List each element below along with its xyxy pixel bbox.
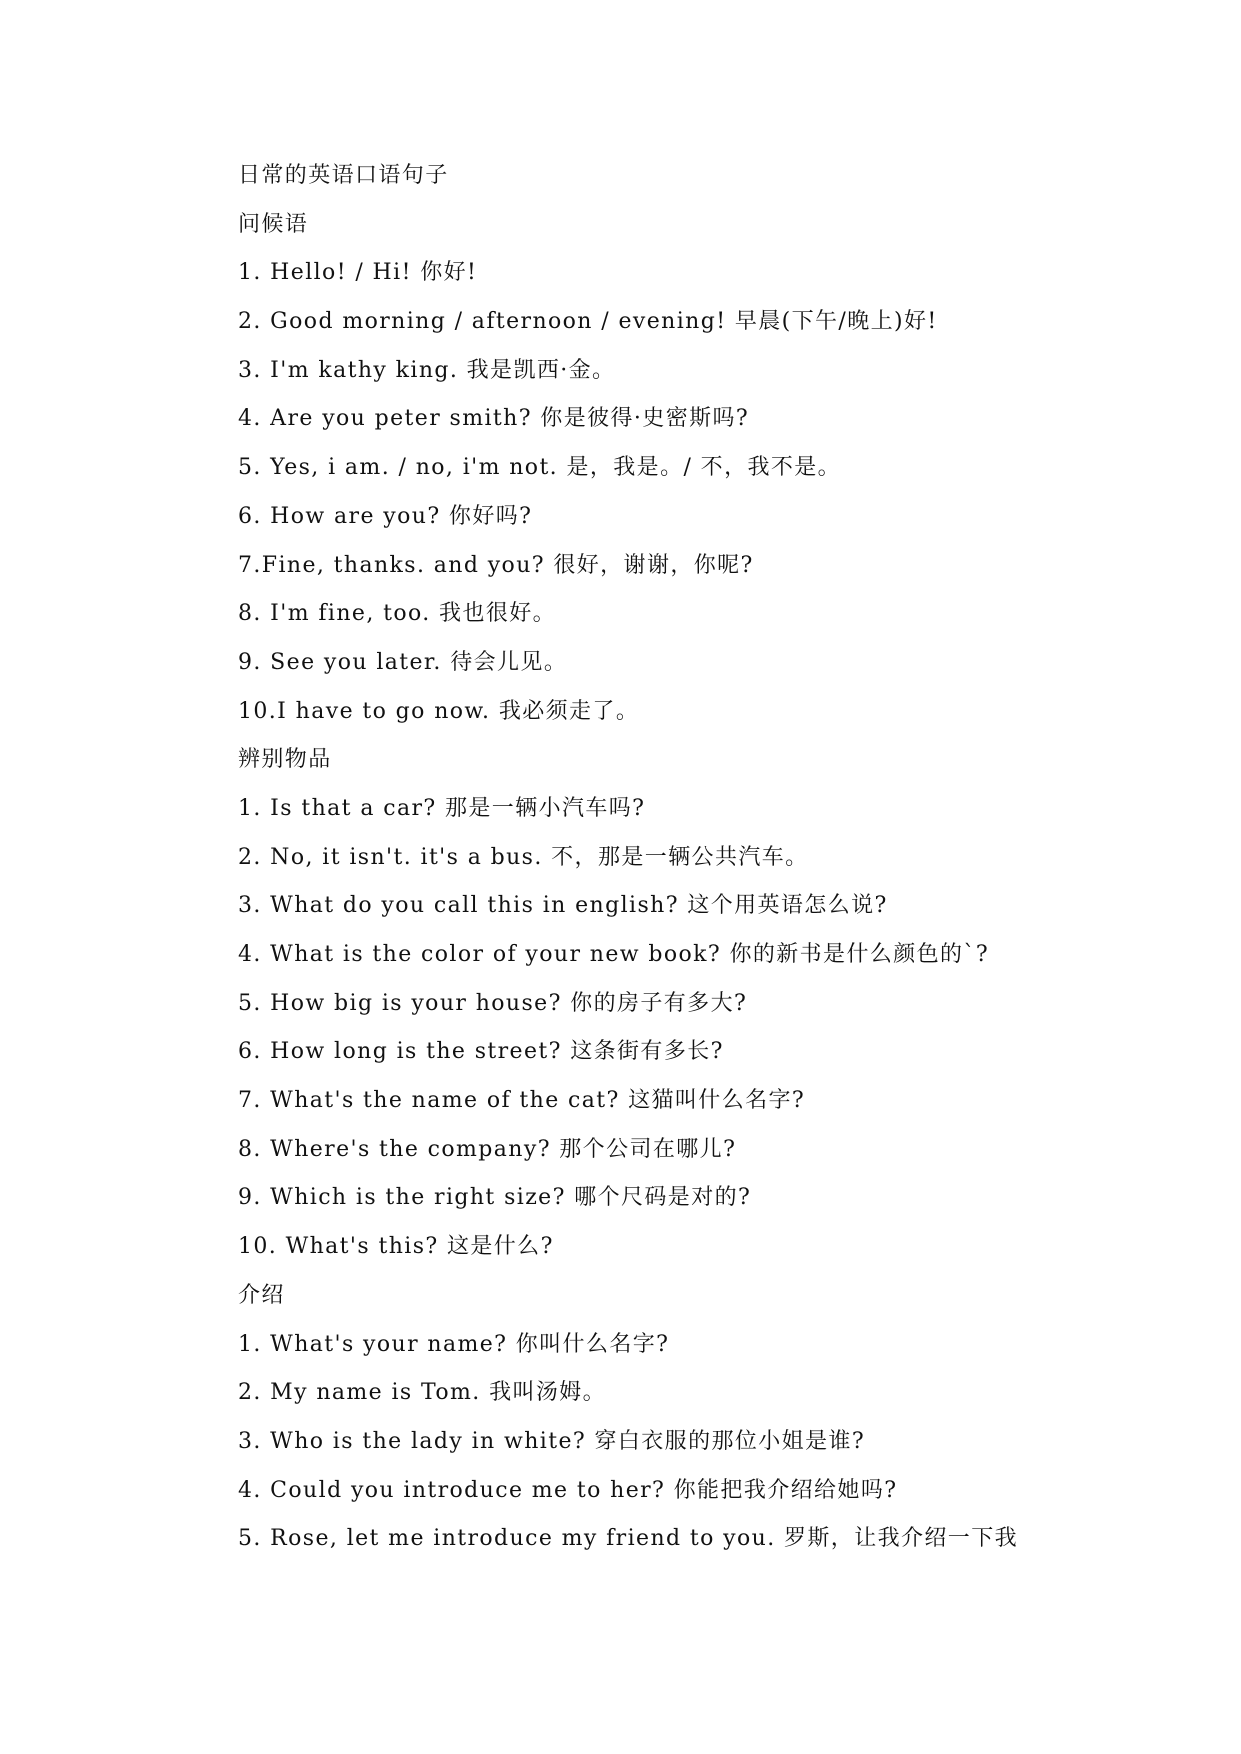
sentence-line: 5. Rose, let me introduce my friend to you. 罗斯，让我介绍一下我: [238, 1526, 1018, 1552]
sentence-line: 8. I'm fine, too. 我也很好。: [238, 601, 557, 627]
sentence-line: 3. Who is the lady in white? 穿白衣服的那位小姐是谁?: [238, 1428, 866, 1454]
sentence-line: 8. Where's the company? 那个公司在哪儿?: [238, 1136, 737, 1162]
sentence-line: 2. No, it isn't. it's a bus. 不，那是一辆公共汽车。: [238, 844, 809, 870]
sentence-line: 3. What do you call this in english? 这个用英语怎么说?: [238, 893, 888, 919]
section-heading-introductions: 介绍: [238, 1282, 285, 1308]
sentence-line: 5. Yes, i am. / no, i'm not. 是，我是。/ 不，我不是。: [238, 455, 842, 481]
sentence-line: 1. Is that a car? 那是一辆小汽车吗?: [238, 795, 646, 821]
section-heading-identifying-objects: 辨别物品: [238, 747, 332, 773]
sentence-line: 6. How are you? 你好吗?: [238, 503, 533, 529]
sentence-line: 9. See you later. 待会儿见。: [238, 649, 568, 675]
sentence-line: 10. What's this? 这是什么?: [238, 1234, 554, 1260]
sentence-line: 4. Are you peter smith? 你是彼得·史密斯吗?: [238, 406, 750, 432]
sentence-line: 2. Good morning / afternoon / evening! 早晨(下午/晚上)好!: [238, 309, 938, 335]
sentence-line: 1. Hello! / Hi! 你好!: [238, 260, 478, 286]
sentence-line: 7.Fine, thanks. and you? 很好，谢谢，你呢?: [238, 552, 754, 578]
document-title: 日常的英语口语句子: [238, 163, 449, 188]
sentence-line: 9. Which is the right size? 哪个尺码是对的?: [238, 1185, 752, 1211]
sentence-line: 6. How long is the street? 这条街有多长?: [238, 1039, 724, 1065]
sentence-line: 4. Could you introduce me to her? 你能把我介绍给她吗?: [238, 1477, 898, 1503]
sentence-line: 1. What's your name? 你叫什么名字?: [238, 1331, 670, 1357]
sentence-line: 3. I'm kathy king. 我是凯西·金。: [238, 357, 616, 383]
sentence-line: 2. My name is Tom. 我叫汤姆。: [238, 1380, 607, 1406]
sentence-line: 4. What is the color of your new book? 你的新书是什么颜色的`?: [238, 942, 990, 967]
document-body: [238, 152, 1138, 1564]
section-heading-greetings: 问候语: [238, 211, 309, 237]
sentence-line: 5. How big is your house? 你的房子有多大?: [238, 990, 748, 1016]
sentence-line: 10.I have to go now. 我必须走了。: [238, 698, 640, 724]
sentence-line: 7. What's the name of the cat? 这猫叫什么名字?: [238, 1088, 806, 1114]
